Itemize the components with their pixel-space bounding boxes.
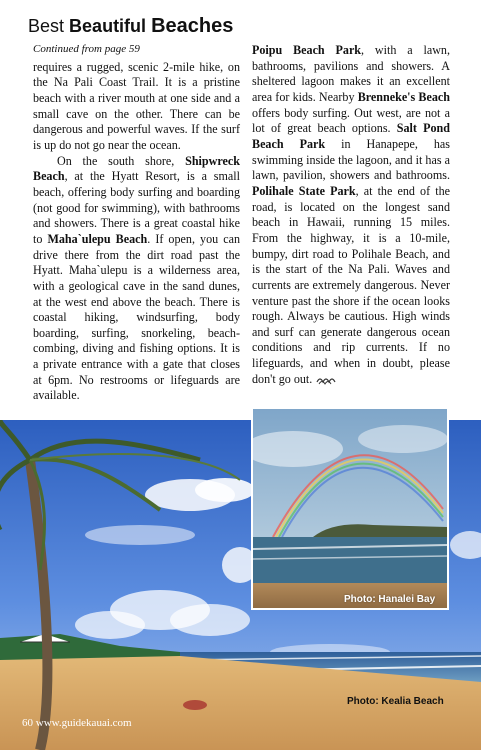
text-span: offers body surfing. Out west, are not a lot of great beach options.: [252, 105, 450, 136]
paragraph-kalalau: requires a rugged, scenic 2-mile hike, on the Na Pali Coast Trail. It is a pristine beach with a river mouth at one side and a small cave on the other. There can be dangerous and powerful waves. If the surf is up do not go near the ocean.: [33, 59, 240, 152]
header-title-light: Best: [28, 16, 65, 36]
paragraph-south-shore: [33, 154, 240, 405]
continued-note: Continued from page 59: [33, 43, 140, 55]
text-span: , at the Hyatt Resort, is a small beach, offering body surfing and boarding (not good for swimming), with bathrooms and showers. There is a great coastal hike to: [33, 169, 240, 246]
beach-name-polihale: Polihale State Park: [252, 183, 356, 198]
header-title-bold: Beautiful: [69, 16, 147, 36]
paragraph-beaches-continued: [252, 43, 450, 387]
header-title-bolder: Beaches: [151, 15, 234, 37]
text-span: , with a lawn, bathrooms, pavilions and showers. A sheltered lagoon makes it an excellent area for kids. Nearby: [252, 43, 450, 104]
beach-name-brennekes: Brenneke's Beach: [357, 89, 450, 104]
page-header: [28, 14, 458, 40]
page-footer: 60 www.guidekauai.com: [22, 717, 132, 729]
wave-icon: [316, 375, 338, 385]
text-span: . If open, you can drive there from the dirt road past the Hyatt. Maha`ulepu is a wilderness area, with a geological cave in the sand dunes, at the west end above the beach. There is coastal hiking, windsurfing, body boarding, surfing, snorkeling, beach-combing, diving and fishing options. It is a private entrance with a gate that closes at 6pm. No restrooms or lifeguards are available.: [33, 231, 240, 403]
text-span: in Hanapepe, has swimming inside the lagoon, and it has a lawn, pavilion, showers and bathrooms.: [252, 136, 450, 183]
left-column: [33, 42, 240, 404]
main-photo-caption: Photo: Kealia Beach: [347, 696, 444, 707]
beach-name-salt-pond: Salt Pond Beach Park: [252, 121, 450, 151]
text-span: , at the end of the road, is located on the longest sand beach in Hawaii, running 15 miles. From the highway, it is a 10-mile, bumpy, dirt road to Polihale Beach, and is the start of the Na Pali. Waves and currents are extremely dangerous. Never venture past the shore if the ocean looks rough. Always be cautious. High winds and surf can generate dangerous ocean conditions and rip currents. If no lifeguards, and when in doubt, please don't go out.: [252, 183, 450, 386]
inset-photo-caption: Photo: Hanalei Bay: [344, 594, 436, 605]
beach-name-shipwreck: Shipwreck Beach: [33, 153, 240, 184]
beach-name-poipu: Poipu Beach Park: [252, 43, 362, 57]
right-column: [252, 43, 450, 387]
beach-name-mahaulepu: Maha`ulepu Beach: [47, 231, 148, 246]
inset-photo-hanalei: [251, 407, 449, 610]
text-span: On the south shore,: [57, 153, 186, 168]
